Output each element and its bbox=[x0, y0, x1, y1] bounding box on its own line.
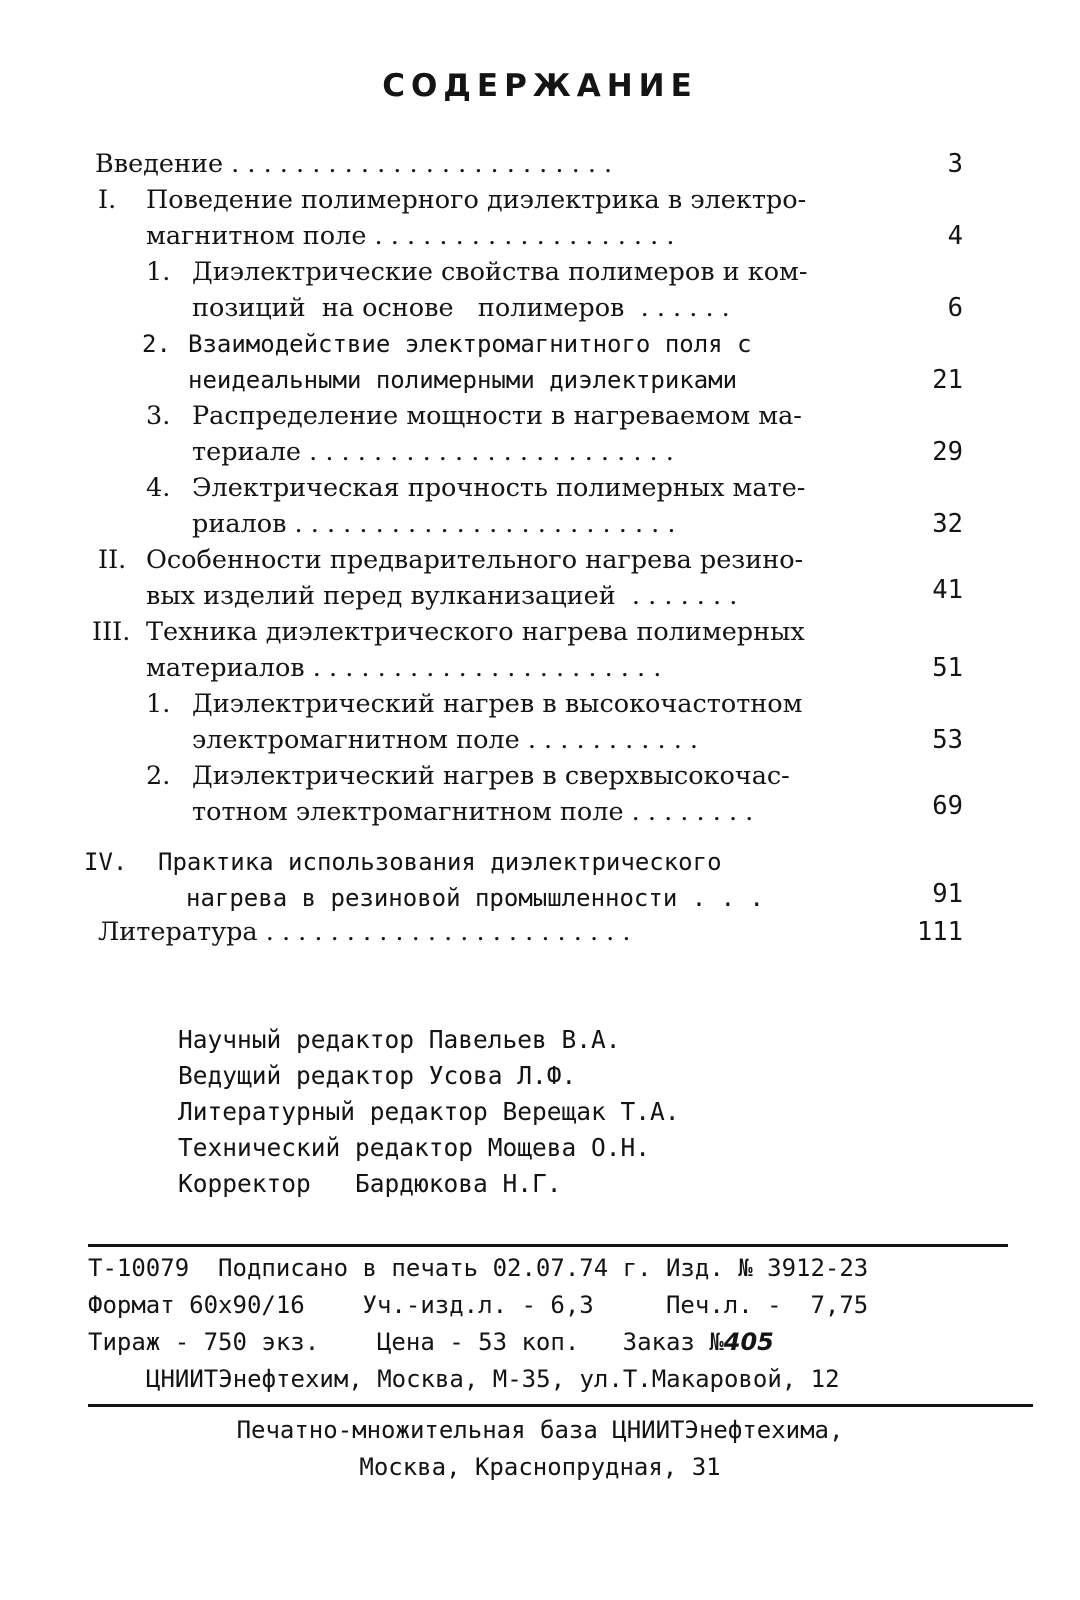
toc-entry-4-page: 29 bbox=[932, 437, 963, 467]
printer-block bbox=[0, 1412, 1080, 1486]
toc-entry-9-line-0: Диэлектрический нагрев в сверхвысокочас- bbox=[192, 761, 790, 791]
toc-entry-3-line-0: Взаимодействие электромагнитного поля с bbox=[188, 330, 752, 358]
credit-proofreader: Корректор Бардюкова Н.Г. bbox=[178, 1169, 562, 1198]
credit-scientific-editor: Научный редактор Павельев В.А. bbox=[178, 1025, 621, 1054]
toc-entry-3-page: 21 bbox=[932, 365, 963, 395]
toc-entry-4-line-1: териале . . . . . . . . . . . . . . . . . . . . . . . bbox=[192, 437, 674, 467]
toc-entry-2-page: 6 bbox=[947, 293, 963, 323]
toc-entry-5-number: 4. bbox=[146, 473, 171, 503]
imprint-line-4: ЦНИИТЭнефтехим, Москва, М-35, ул.Т.Макаровой, 12 bbox=[146, 1365, 840, 1393]
toc-entry-4-line-0: Распределение мощности в нагреваемом ма- bbox=[192, 401, 802, 431]
toc-entry-9-number: 2. bbox=[146, 761, 171, 791]
printer-line-2: Москва, Краснопрудная, 31 bbox=[359, 1453, 721, 1481]
toc-entry-8-line-1: электромагнитном поле . . . . . . . . . . . bbox=[192, 725, 699, 755]
toc-entry-6-line-1: вых изделий перед вулканизацией . . . . . . . bbox=[146, 581, 738, 611]
toc-entry-10-number: IV. bbox=[84, 848, 128, 876]
toc-entry-8-page: 53 bbox=[932, 725, 963, 755]
credit-lead-editor: Ведущий редактор Усова Л.Ф. bbox=[178, 1061, 577, 1090]
toc-entry-2-number: 1. bbox=[146, 257, 171, 287]
toc-entry-11-page: 111 bbox=[916, 917, 963, 947]
imprint-line-2: Формат 60х90/16 Уч.-изд.л. - 6,3 Печ.л. - 7,75 bbox=[88, 1291, 869, 1319]
toc-entry-1-number: I. bbox=[98, 185, 117, 215]
toc-entry-6-page: 41 bbox=[932, 575, 963, 605]
toc-entry-9-line-1: тотном электромагнитном поле . . . . . . . . bbox=[192, 797, 754, 827]
toc-entry-5-line-1: риалов . . . . . . . . . . . . . . . . . . . . . . . . bbox=[192, 509, 676, 539]
page-title: СОДЕРЖАНИЕ bbox=[382, 68, 698, 104]
toc-entry-0-line-0: Введение . . . . . . . . . . . . . . . . . . . . . . . . bbox=[95, 149, 613, 179]
toc-entry-0-page: 3 bbox=[947, 149, 963, 179]
toc-entry-5-line-0: Электрическая прочность полимерных мате- bbox=[192, 473, 806, 503]
credit-literary-editor: Литературный редактор Верещак Т.А. bbox=[178, 1097, 680, 1126]
toc-entry-9-page: 69 bbox=[932, 791, 963, 821]
toc-entry-10-line-0: Практика использования диэлектрического bbox=[158, 848, 722, 876]
toc-entry-2-line-0: Диэлектрические свойства полимеров и ком- bbox=[192, 257, 808, 287]
toc-entry-3-number: 2. bbox=[142, 330, 171, 358]
printer-line-1: Печатно-множительная база ЦНИИТЭнефтехима, bbox=[236, 1416, 844, 1444]
toc-entry-11-line-0: Литература . . . . . . . . . . . . . . . . . . . . . . . bbox=[98, 917, 631, 947]
editorial-credits bbox=[178, 1022, 680, 1202]
toc-entry-2-line-1: позиций на основе полимеров . . . . . . bbox=[192, 293, 730, 323]
top-rule bbox=[88, 1244, 1008, 1247]
toc-entry-7-number: III. bbox=[92, 617, 131, 647]
bottom-rule bbox=[88, 1404, 1033, 1407]
toc-entry-7-line-0: Техника диэлектрического нагрева полимерных bbox=[146, 617, 805, 647]
toc-entry-1-page: 4 bbox=[947, 221, 963, 251]
toc-entry-3-line-1: неидеальными полимерными диэлектриками bbox=[188, 366, 738, 394]
imprint-line-3 bbox=[88, 1324, 1038, 1361]
toc-entry-8-number: 1. bbox=[146, 689, 171, 719]
handwritten-order-number: 405 bbox=[723, 1328, 774, 1356]
toc-entry-8-line-0: Диэлектрический нагрев в высокочастотном bbox=[192, 689, 803, 719]
credit-technical-editor: Технический редактор Мощева О.Н. bbox=[178, 1133, 651, 1162]
toc-entry-10-line-1: нагрева в резиновой промышленности . . . bbox=[186, 884, 764, 912]
toc-entry-4-number: 3. bbox=[146, 401, 171, 431]
imprint-block bbox=[88, 1250, 1038, 1398]
toc-entry-6-number: II. bbox=[98, 545, 127, 575]
toc-entry-7-page: 51 bbox=[932, 653, 963, 683]
toc-entry-1-line-1: магнитном поле . . . . . . . . . . . . . . . . . . . bbox=[146, 221, 675, 251]
toc-entry-10-page: 91 bbox=[932, 879, 963, 909]
toc-entry-7-line-1: материалов . . . . . . . . . . . . . . . . . . . . . . bbox=[146, 653, 662, 683]
imprint-line-1: Т-10079 Подписано в печать 02.07.74 г. Изд. № 3912-23 bbox=[88, 1254, 869, 1282]
toc-entry-5-page: 32 bbox=[932, 509, 963, 539]
imprint-line-3-text: Тираж - 750 экз. Цена - 53 коп. Заказ № bbox=[88, 1328, 724, 1356]
toc-entry-6-line-0: Особенности предварительного нагрева резино- bbox=[146, 545, 804, 575]
toc-entry-1-line-0: Поведение полимерного диэлектрика в электро- bbox=[146, 185, 807, 215]
